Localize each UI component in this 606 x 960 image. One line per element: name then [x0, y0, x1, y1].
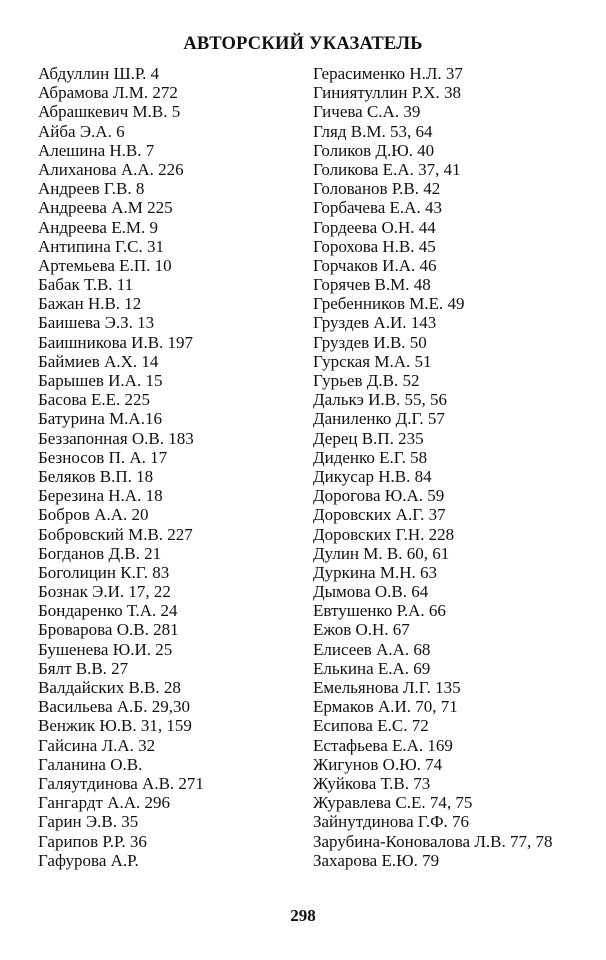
index-entry: Захарова Е.Ю. 79: [313, 850, 440, 870]
index-entry: Елькина Е.А. 69: [313, 658, 431, 678]
index-entry: Бобровский М.В. 227: [38, 524, 193, 544]
index-entry: Бобров А.А. 20: [38, 505, 149, 525]
page-number: 298: [290, 906, 316, 925]
index-entry: Баймиев А.Х. 14: [38, 351, 159, 371]
index-entry: Горчаков И.А. 46: [313, 255, 437, 275]
index-entry: Андреева А.М 225: [38, 198, 173, 218]
index-entry: Гиниятуллин Р.Х. 38: [313, 83, 462, 103]
index-entry: Доровских Г.Н. 228: [313, 524, 455, 544]
index-entry: Груздев А.И. 143: [313, 313, 437, 333]
index-entry: Бондаренко Т.А. 24: [38, 601, 178, 621]
index-entry: Диденко Е.Г. 58: [313, 447, 428, 467]
page-title: АВТОРСКИЙ УКАЗАТЕЛЬ: [183, 34, 423, 54]
index-entry: Гафурова А.Р.: [38, 850, 139, 870]
index-entry: Баишникова И.В. 197: [38, 332, 194, 352]
index-entry: Боголицин К.Г. 83: [38, 562, 170, 582]
index-entry: Беззапонная О.В. 183: [38, 428, 194, 448]
index-entry: Беляков В.П. 18: [38, 466, 154, 486]
index-entry: Гордеева О.Н. 44: [313, 217, 436, 237]
index-entry: Богданов Д.В. 21: [38, 543, 162, 563]
index-entry: Абрашкевич М.В. 5: [38, 102, 181, 122]
index-entry: Галяутдинова А.В. 271: [38, 773, 204, 793]
index-entry: Гурьев Д.В. 52: [313, 371, 420, 390]
index-entry: Васильева А.Б. 29,30: [38, 697, 190, 717]
index-entry: Дымова О.В. 64: [313, 582, 429, 602]
index-entry: Жигунов О.Ю. 74: [313, 754, 443, 774]
index-entry: Бознак Э.И. 17, 22: [38, 582, 171, 602]
index-entry: Журавлева С.Е. 74, 75: [313, 793, 473, 813]
index-entry: Доровских А.Г. 37: [313, 505, 446, 525]
index-entry: Горбачева Е.А. 43: [313, 198, 442, 218]
index-entry: Герасименко Н.Л. 37: [313, 64, 463, 83]
index-entry: Горохова Н.В. 45: [313, 236, 436, 256]
index-entry: Гарипов Р.Р. 36: [38, 831, 147, 851]
index-entry: Бабак Т.В. 11: [38, 275, 134, 295]
index-entry: Валдайских В.В. 28: [38, 678, 181, 697]
index-entry: Венжик Ю.В. 31, 159: [38, 716, 192, 736]
index-entry: Голиков Д.Ю. 40: [313, 140, 435, 160]
index-entry: Горячев В.М. 48: [313, 275, 431, 295]
index-entry: Голованов Р.В. 42: [313, 179, 441, 199]
index-entry: Артемьева Е.П. 10: [38, 255, 172, 275]
index-entry: Елисеев А.А. 68: [313, 639, 431, 659]
index-entry: Зайнутдинова Г.Ф. 76: [313, 812, 469, 832]
index-entry: Бялт В.В. 27: [38, 658, 129, 678]
index-entry: Дулин М. В. 60, 61: [313, 543, 450, 563]
index-entry: Даниленко Д.Г. 57: [313, 409, 445, 429]
index-entry: Гичева С.А. 39: [313, 102, 421, 122]
index-entry: Бажан Н.В. 12: [38, 294, 142, 314]
index-entry: Зарубина-Коновалова Л.В. 77, 78: [313, 831, 553, 851]
index-entry: Андреева Е.М. 9: [38, 217, 158, 237]
index-entry: Барышев И.А. 15: [38, 371, 163, 390]
index-entry: Безносов П. А. 17: [38, 447, 168, 467]
index-entry: Дикусар Н.В. 84: [313, 466, 432, 486]
index-entry: Жуйкова Т.В. 73: [313, 773, 431, 793]
index-entry: Броварова О.В. 281: [38, 620, 179, 640]
index-entry: Гангардт А.А. 296: [38, 793, 170, 813]
index-entry: Галанина О.В.: [38, 754, 143, 774]
index-entry: Ермаков А.И. 70, 71: [313, 697, 458, 717]
index-column-left: [38, 64, 300, 870]
index-entry: Айба Э.А. 6: [38, 121, 125, 141]
index-entry: Абдуллин Ш.Р. 4: [38, 64, 160, 83]
index-entry: Бушенева Ю.И. 25: [38, 639, 173, 659]
index-entry: Дорогова Ю.А. 59: [313, 486, 445, 506]
index-entry: Гарин Э.В. 35: [38, 812, 139, 832]
index-entry: Березина Н.А. 18: [38, 486, 163, 506]
index-entry: Естафьева Е.А. 169: [313, 735, 453, 755]
index-entry: Голикова Е.А. 37, 41: [313, 159, 461, 179]
index-entry: Басова Е.Е. 225: [38, 390, 150, 410]
index-entry: Евтушенко Р.А. 66: [313, 601, 446, 621]
index-entry: Алиханова А.А. 226: [38, 159, 184, 179]
index-entry: Ежов О.Н. 67: [313, 620, 410, 640]
index-entry: Андреев Г.В. 8: [38, 179, 145, 199]
index-entry: Батурина М.А.16: [38, 409, 162, 429]
index-entry: Есипова Е.С. 72: [313, 716, 429, 736]
index-entry: Баишева Э.З. 13: [38, 313, 155, 333]
index-entry: Гляд В.М. 53, 64: [313, 121, 433, 141]
index-entry: Гребенников М.Е. 49: [313, 294, 465, 314]
index-entry: Антипина Г.С. 31: [38, 236, 164, 256]
index-entry: Гайсина Л.А. 32: [38, 735, 156, 755]
index-column-right: [313, 64, 598, 870]
index-entry: Абрамова Л.М. 272: [38, 83, 178, 103]
index-entry: Алешина Н.В. 7: [38, 140, 155, 160]
index-entry: Емельянова Л.Г. 135: [313, 678, 461, 697]
index-entry: Груздев И.В. 50: [313, 332, 427, 352]
index-entry: Дерец В.П. 235: [313, 428, 424, 448]
index-entry: Далькэ И.В. 55, 56: [313, 390, 447, 410]
index-entry: Гурская М.А. 51: [313, 351, 432, 371]
index-entry: Дуркина М.Н. 63: [313, 562, 437, 582]
